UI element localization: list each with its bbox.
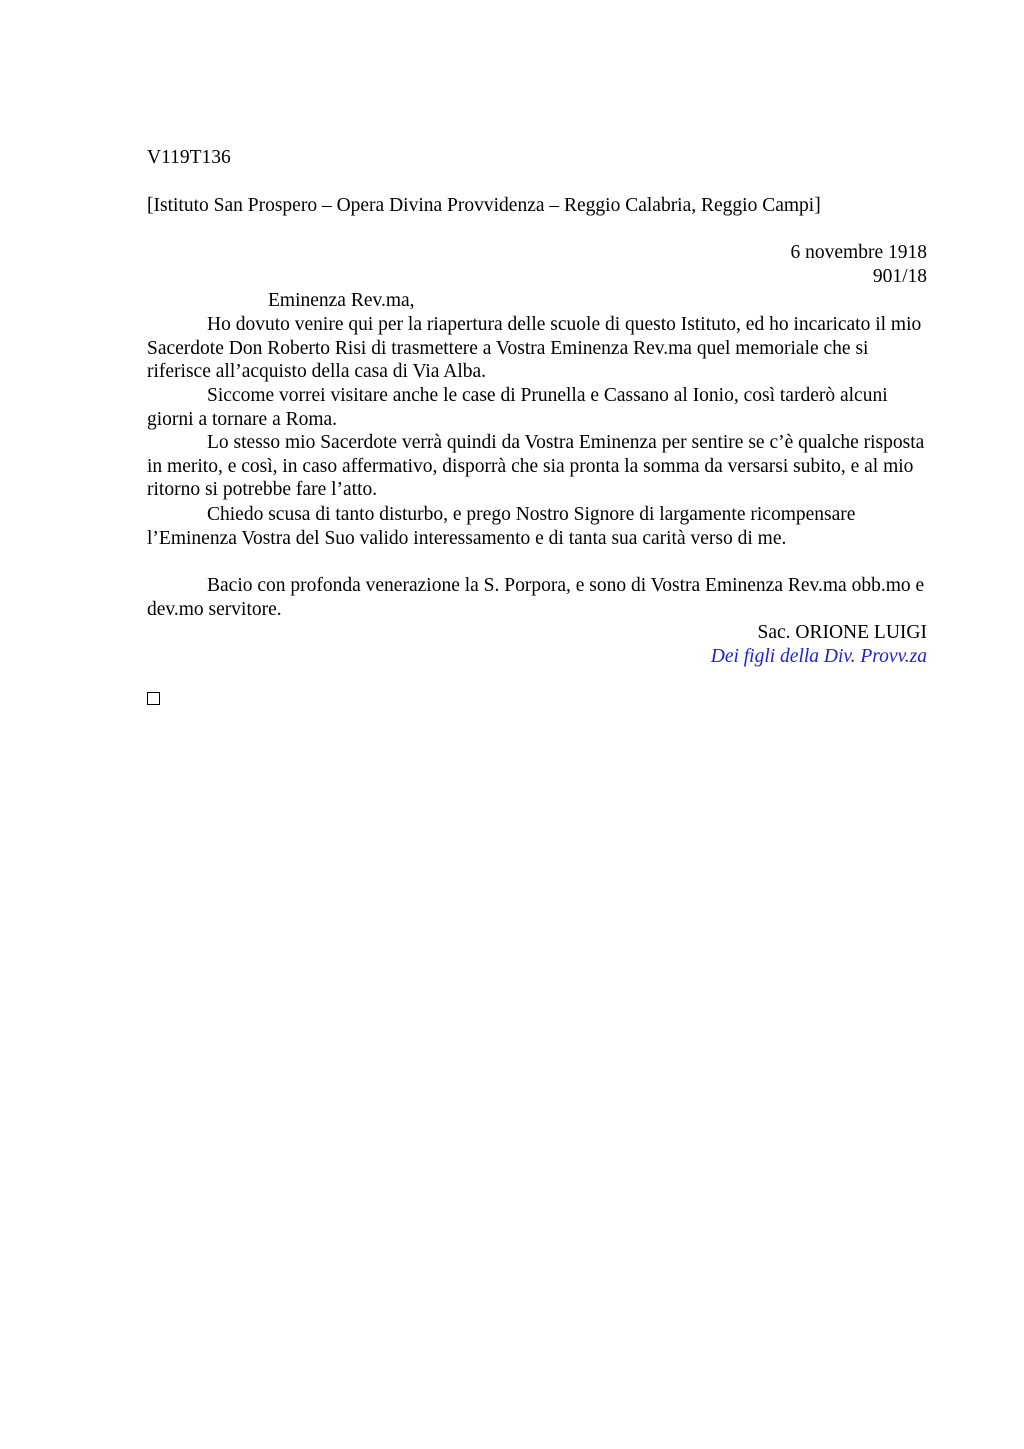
- paragraph-4: Chiedo scusa di tanto disturbo, e prego Nostro Signore di largamente ricompensare l’Eminenza Vostra del Suo valido interessamento e di tanta sua carità verso di me.: [147, 504, 856, 549]
- signature-name: Sac. ORIONE LUIGI: [757, 622, 927, 643]
- document-reference: V119T136: [147, 147, 231, 168]
- letter-date: 6 novembre 1918: [790, 242, 927, 263]
- salutation: Eminenza Rev.ma,: [268, 290, 415, 311]
- paragraph-2: Siccome vorrei visitare anche le case di Prunella e Cassano al Ionio, così tarderò alcuni giorni a tornare a Roma.: [147, 385, 888, 430]
- paragraph-1: Ho dovuto venire qui per la riapertura delle scuole di questo Istituto, ed ho incaricato il mio Sacerdote Don Roberto Risi di trasmettere a Vostra Eminenza Rev.ma quel memoriale che si riferisce all’acquisto della casa di Via Alba.: [147, 314, 922, 383]
- square-marker-icon: [147, 692, 160, 705]
- paragraph-5: Bacio con profonda venerazione la S. Porpora, e sono di Vostra Eminenza Rev.ma obb.mo e dev.mo servitore.: [147, 575, 925, 620]
- signature-title: Dei figli della Div. Provv.za: [710, 646, 927, 667]
- protocol-number: 901/18: [872, 266, 927, 287]
- letter-header: [Istituto San Prospero – Opera Divina Provvidenza – Reggio Calabria, Reggio Campi]: [147, 195, 821, 216]
- paragraph-3: Lo stesso mio Sacerdote verrà quindi da Vostra Eminenza per sentire se c’è qualche risposta in merito, e così, in caso affermativo, disporrà che sia pronta la somma da versarsi subito, e al mio ritorno si potrebbe fare l’atto.: [147, 432, 925, 501]
